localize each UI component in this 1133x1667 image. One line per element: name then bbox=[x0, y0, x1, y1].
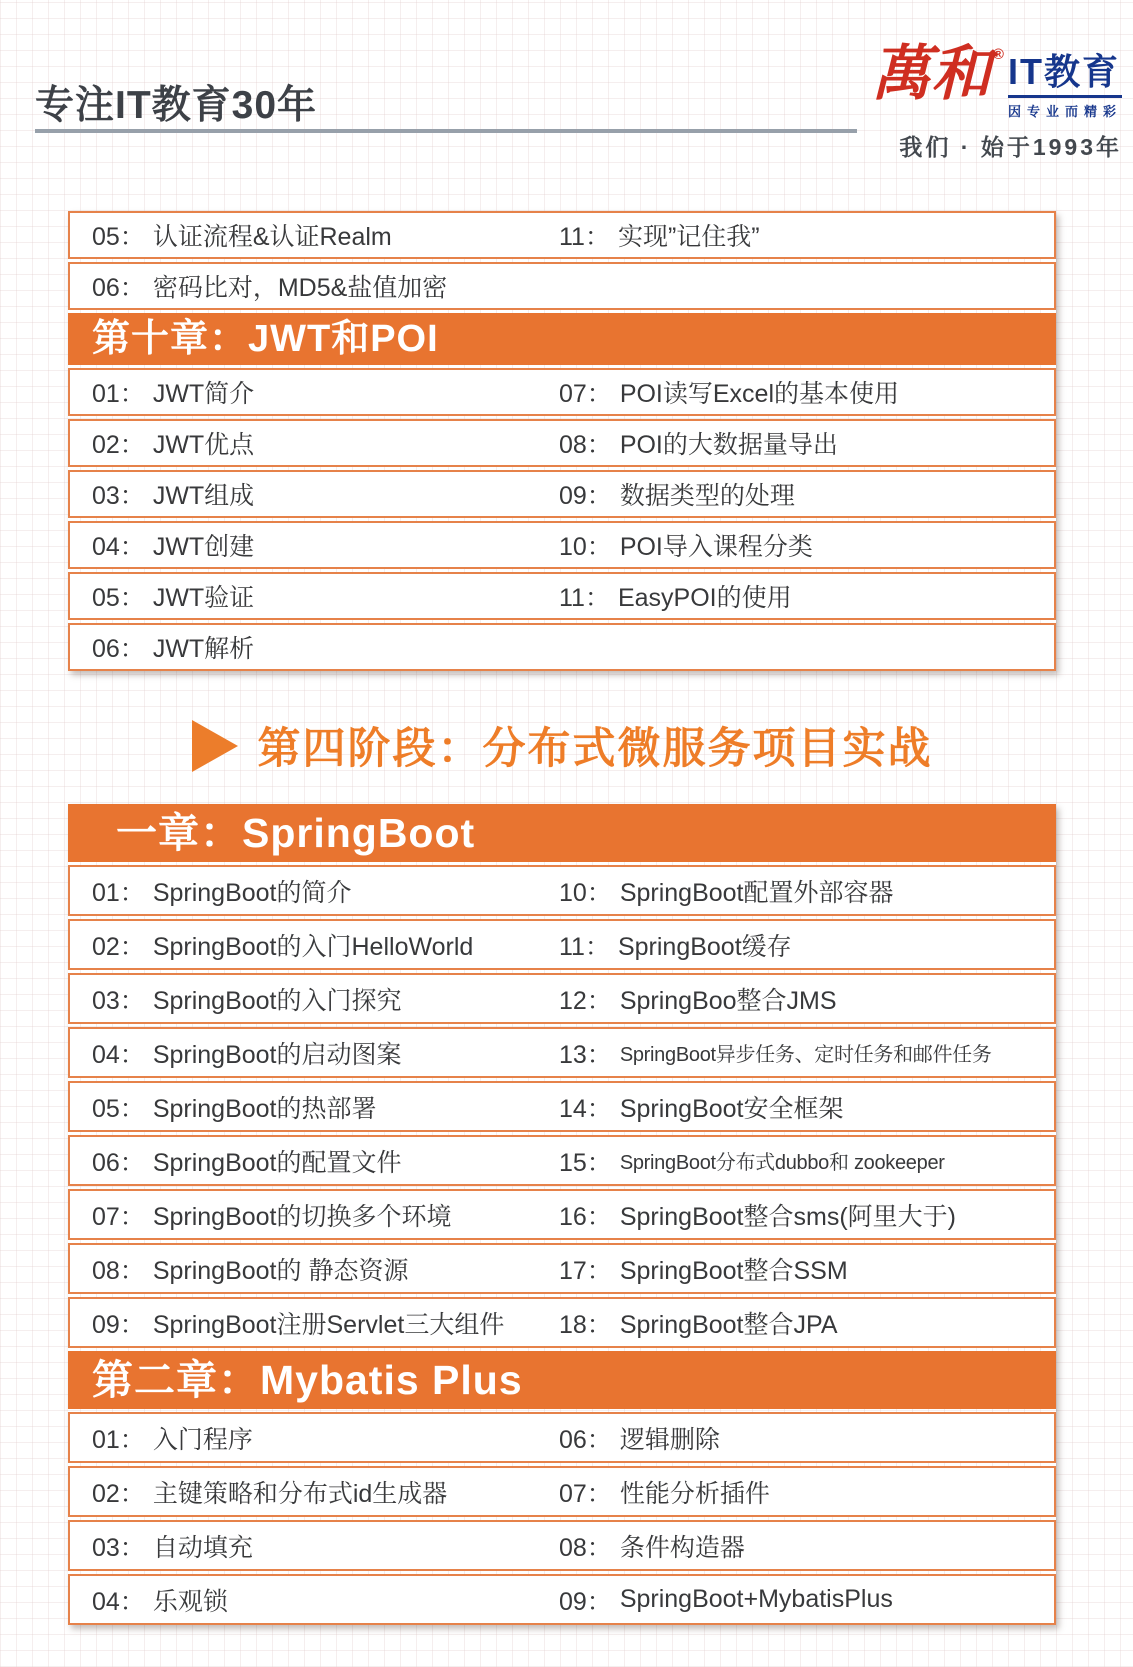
lesson-title: SpringBoot的简介 bbox=[152, 878, 352, 907]
lesson-number: 05： bbox=[92, 584, 145, 612]
lesson-title: 主键策略和分布式id生成器 bbox=[152, 1479, 448, 1508]
lesson-number: 11： bbox=[559, 932, 610, 961]
lesson-title: SpringBoot整合sms(阿里大于) bbox=[619, 1202, 956, 1231]
lesson-row bbox=[68, 262, 1056, 310]
brand-logo bbox=[870, 39, 1122, 162]
lesson-cell-right bbox=[559, 374, 1054, 410]
lesson-number: 17： bbox=[559, 1256, 612, 1285]
lesson-number: 10： bbox=[559, 533, 612, 561]
brand-name: IT教育 bbox=[1007, 51, 1120, 92]
lesson-row bbox=[68, 1297, 1056, 1348]
lesson-cell-left bbox=[92, 527, 559, 563]
lesson-title: POI的大数据量导出 bbox=[619, 431, 838, 459]
lesson-number: 02： bbox=[92, 1479, 145, 1508]
lesson-row bbox=[68, 521, 1056, 569]
lesson-number: 12： bbox=[559, 986, 612, 1015]
lesson-title: 自动填充 bbox=[152, 1533, 253, 1562]
lesson-number: 09： bbox=[559, 482, 612, 510]
lesson-number: 04： bbox=[92, 1040, 145, 1069]
lesson-cell-left bbox=[92, 1143, 559, 1179]
lesson-cell-right bbox=[559, 476, 1054, 512]
lesson-cell-right bbox=[559, 578, 1054, 614]
lesson-number: 11： bbox=[559, 584, 610, 612]
lesson-cell-left bbox=[92, 927, 559, 963]
lesson-cell-left bbox=[92, 476, 559, 512]
lesson-cell-right bbox=[559, 425, 1054, 461]
lesson-number: 14： bbox=[559, 1094, 612, 1123]
curriculum-table bbox=[68, 211, 1056, 671]
lesson-row bbox=[68, 973, 1056, 1024]
lesson-title: SpringBoot的启动图案 bbox=[152, 1040, 402, 1069]
header-rule bbox=[35, 129, 857, 133]
lesson-row bbox=[68, 1520, 1056, 1571]
lesson-cell-left bbox=[92, 268, 559, 304]
lesson-number: 02： bbox=[92, 431, 145, 459]
lesson-title: JWT优点 bbox=[152, 431, 255, 459]
lesson-number: 13： bbox=[559, 1040, 612, 1069]
lesson-cell-right bbox=[559, 527, 1054, 563]
brand-logo-top bbox=[870, 39, 1122, 120]
page-header bbox=[0, 0, 1133, 197]
lesson-cell-left bbox=[92, 1420, 559, 1456]
lesson-cell-left bbox=[92, 1528, 559, 1564]
chapter-header: 一章：SpringBoot bbox=[68, 804, 1056, 862]
lesson-cell-right bbox=[559, 1420, 1054, 1456]
lesson-cell-left bbox=[92, 217, 559, 253]
lesson-cell-left bbox=[92, 578, 559, 614]
lesson-cell-right bbox=[559, 1528, 1054, 1564]
lesson-title: 逻辑删除 bbox=[619, 1425, 720, 1454]
stage-title: 第四阶段：分布式微服务项目实战 bbox=[257, 725, 933, 773]
lesson-row bbox=[68, 572, 1056, 620]
chapter-header: 第二章：Mybatis Plus bbox=[68, 1351, 1056, 1409]
lesson-cell-right bbox=[559, 1305, 1054, 1341]
lesson-number: 08： bbox=[559, 1533, 612, 1562]
lesson-row bbox=[68, 623, 1056, 671]
lesson-title: POI导入课程分类 bbox=[619, 533, 813, 561]
lesson-number: 03： bbox=[92, 1533, 145, 1562]
lesson-number: 08： bbox=[559, 431, 612, 459]
lesson-cell-left bbox=[92, 1474, 559, 1510]
lesson-title: EasyPOI的使用 bbox=[617, 584, 792, 612]
lesson-number: 05： bbox=[92, 1094, 145, 1123]
lesson-row bbox=[68, 368, 1056, 416]
brand-name-block bbox=[1007, 51, 1122, 120]
lesson-number: 01： bbox=[92, 1425, 145, 1454]
lesson-cell-left bbox=[92, 1035, 559, 1071]
lesson-title: JWT组成 bbox=[152, 482, 255, 510]
registered-trademark-icon: ® bbox=[992, 46, 1004, 63]
lesson-cell-right bbox=[559, 1089, 1054, 1125]
lesson-title: 乐观锁 bbox=[152, 1587, 228, 1616]
lesson-cell-right bbox=[559, 217, 1054, 253]
lesson-title: JWT解析 bbox=[152, 635, 255, 663]
lesson-number: 07： bbox=[559, 1479, 612, 1508]
lesson-title: SpringBoo整合JMS bbox=[619, 986, 837, 1015]
lesson-title: SpringBoot的入门HelloWorld bbox=[152, 932, 474, 961]
lesson-cell-left bbox=[92, 425, 559, 461]
lesson-cell-right bbox=[559, 873, 1054, 909]
lesson-title: SpringBoot的入门探究 bbox=[152, 986, 402, 1015]
lesson-number: 01： bbox=[92, 380, 145, 408]
lesson-cell-right bbox=[559, 1143, 1054, 1179]
lesson-number: 15： bbox=[559, 1148, 612, 1177]
lesson-number: 07： bbox=[559, 380, 612, 408]
lesson-cell-right bbox=[559, 1582, 1054, 1618]
curriculum-content bbox=[68, 211, 1056, 1625]
lesson-number: 07： bbox=[92, 1202, 145, 1231]
lesson-title: 条件构造器 bbox=[619, 1533, 745, 1562]
lesson-title: JWT简介 bbox=[152, 380, 255, 408]
lesson-cell-left bbox=[92, 1197, 559, 1233]
lesson-title: SpringBoot配置外部容器 bbox=[619, 878, 894, 907]
lesson-number: 06： bbox=[92, 1148, 145, 1177]
lesson-number: 09： bbox=[559, 1587, 612, 1616]
lesson-row bbox=[68, 1081, 1056, 1132]
lesson-title: 认证流程&认证Realm bbox=[152, 223, 392, 251]
chapter-header: 第十章：JWT和POI bbox=[68, 313, 1056, 365]
lesson-title: SpringBoot的切换多个环境 bbox=[152, 1202, 452, 1231]
lesson-cell-left bbox=[92, 1582, 559, 1618]
lesson-row bbox=[68, 865, 1056, 916]
lesson-number: 02： bbox=[92, 932, 145, 961]
lesson-row bbox=[68, 1412, 1056, 1463]
lesson-cell-right bbox=[559, 1251, 1054, 1287]
stage-banner bbox=[68, 715, 1056, 776]
lesson-number: 03： bbox=[92, 986, 145, 1015]
lesson-title: 密码比对，MD5&盐值加密 bbox=[152, 274, 448, 302]
lesson-number: 16： bbox=[559, 1202, 612, 1231]
lesson-number: 04： bbox=[92, 533, 145, 561]
lesson-number: 09： bbox=[92, 1310, 145, 1339]
lesson-cell-left bbox=[92, 374, 559, 410]
lesson-number: 03： bbox=[92, 482, 145, 510]
lesson-cell-left bbox=[92, 873, 559, 909]
lesson-row bbox=[68, 470, 1056, 518]
lesson-cell-right bbox=[559, 1035, 1054, 1071]
lesson-row bbox=[68, 1243, 1056, 1294]
brand-tagline: 因专业而精彩 bbox=[1008, 95, 1122, 120]
lesson-cell-left bbox=[92, 1089, 559, 1125]
lesson-title: SpringBoot的 静态资源 bbox=[152, 1256, 409, 1285]
lesson-title: SpringBoot整合JPA bbox=[619, 1310, 838, 1339]
lesson-title: 数据类型的处理 bbox=[619, 482, 795, 510]
lesson-title: JWT验证 bbox=[152, 584, 255, 612]
lesson-cell-left bbox=[92, 1251, 559, 1287]
lesson-title: 入门程序 bbox=[152, 1425, 253, 1454]
brand-wordmark: 萬和 bbox=[870, 39, 991, 109]
lesson-cell-right bbox=[559, 1474, 1054, 1510]
curriculum-table bbox=[68, 804, 1056, 1625]
lesson-title: POI读写Excel的基本使用 bbox=[619, 380, 900, 408]
lesson-cell-right bbox=[559, 927, 1054, 963]
lesson-cell-left bbox=[92, 981, 559, 1017]
lesson-number: 01： bbox=[92, 878, 145, 907]
lesson-number: 18： bbox=[559, 1310, 612, 1339]
lesson-row bbox=[68, 1027, 1056, 1078]
page-title: 专注IT教育30年 bbox=[35, 84, 318, 127]
lesson-row bbox=[68, 919, 1056, 970]
lesson-number: 06： bbox=[559, 1425, 612, 1454]
lesson-row bbox=[68, 419, 1056, 467]
lesson-cell-right bbox=[559, 981, 1054, 1017]
lesson-cell-right bbox=[559, 1197, 1054, 1233]
lesson-title: SpringBoot缓存 bbox=[617, 932, 792, 961]
lesson-title: SpringBoot注册Servlet三大组件 bbox=[152, 1310, 505, 1339]
lesson-number: 10： bbox=[559, 878, 612, 907]
lesson-cell-left bbox=[92, 629, 559, 665]
lesson-cell-left bbox=[92, 1305, 559, 1341]
lesson-number: 11： bbox=[559, 223, 610, 251]
lesson-title: SpringBoot的配置文件 bbox=[152, 1148, 402, 1177]
lesson-title: SpringBoot分布式dubbo和 zookeeper bbox=[619, 1152, 945, 1174]
lesson-row bbox=[68, 1466, 1056, 1517]
lesson-row bbox=[68, 1574, 1056, 1625]
lesson-row bbox=[68, 211, 1056, 259]
lesson-title: SpringBoot异步任务、定时任务和邮件任务 bbox=[619, 1044, 992, 1066]
lesson-row bbox=[68, 1135, 1056, 1186]
lesson-number: 04： bbox=[92, 1587, 145, 1616]
lesson-number: 06： bbox=[92, 635, 145, 663]
lesson-title: JWT创建 bbox=[152, 533, 255, 561]
lesson-number: 08： bbox=[92, 1256, 145, 1285]
lesson-number: 05： bbox=[92, 223, 145, 251]
lesson-title: 实现”记住我” bbox=[617, 223, 760, 251]
lesson-title: SpringBoot+MybatisPlus bbox=[619, 1585, 893, 1613]
lesson-number: 06： bbox=[92, 274, 145, 302]
lesson-title: SpringBoot安全框架 bbox=[619, 1094, 844, 1123]
brand-since: 我们 · 始于1993年 bbox=[899, 134, 1122, 160]
play-arrow-icon bbox=[192, 720, 238, 772]
lesson-title: SpringBoot整合SSM bbox=[619, 1256, 848, 1285]
lesson-title: SpringBoot的热部署 bbox=[152, 1094, 377, 1123]
lesson-row bbox=[68, 1189, 1056, 1240]
lesson-title: 性能分析插件 bbox=[619, 1479, 770, 1508]
